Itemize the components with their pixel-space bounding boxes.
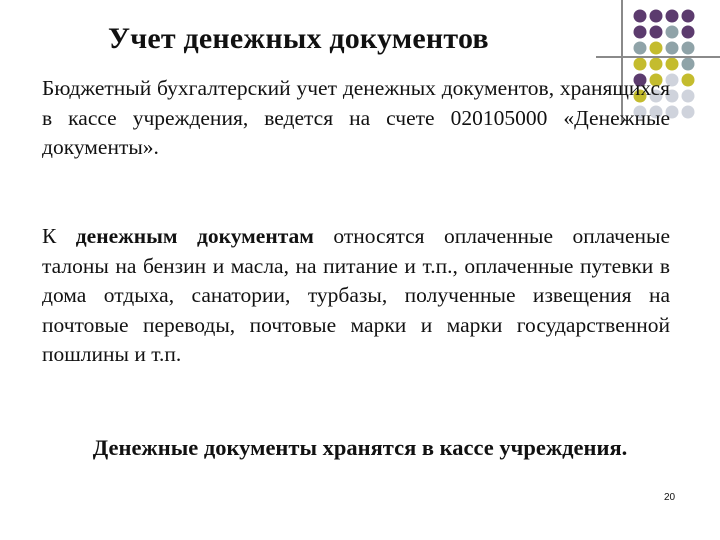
decorative-dot xyxy=(650,10,663,23)
decorative-dot xyxy=(634,58,647,71)
decorative-dot xyxy=(650,42,663,55)
decorative-dot xyxy=(682,26,695,39)
paragraph-lead: К xyxy=(42,224,76,248)
decorative-dot xyxy=(682,106,695,119)
decorative-dot xyxy=(682,10,695,23)
paragraph-accounting: Бюджетный бухгалтерский учет денежных документов, хранящихся в кассе учреждения, ведется на счете 020105000 «Денежные документы». xyxy=(42,76,670,159)
decorative-dot xyxy=(682,58,695,71)
decorative-dot xyxy=(634,26,647,39)
decorative-dot xyxy=(666,42,679,55)
bold-term: денежным документам xyxy=(75,224,314,248)
slide-number: 20 xyxy=(664,492,676,503)
decorative-horizontal-line xyxy=(596,56,720,58)
decorative-dot xyxy=(634,42,647,55)
decorative-dot xyxy=(682,90,695,103)
slide-title: Учет денежных документов xyxy=(108,22,489,55)
decorative-dot xyxy=(666,10,679,23)
decorative-dot xyxy=(666,26,679,39)
storage-statement: Денежные документы хранятся в кассе учреждения. xyxy=(92,435,628,460)
decorative-dot xyxy=(634,10,647,23)
paragraph-rest: относятся оплаченные оплаченые талоны на бензин и масла, на питание и т.п., оплаченные путевки в дома отдыха, санатории, турбазы, полученные извещения на почтовые переводы, почтовые марки и марки государственной пошлины и т.п. xyxy=(42,224,670,366)
decorative-dot xyxy=(666,58,679,71)
paragraph-definition xyxy=(42,222,670,370)
decorative-dot xyxy=(682,74,695,87)
decorative-dot xyxy=(682,42,695,55)
decorative-dot xyxy=(650,58,663,71)
decorative-dot xyxy=(650,26,663,39)
